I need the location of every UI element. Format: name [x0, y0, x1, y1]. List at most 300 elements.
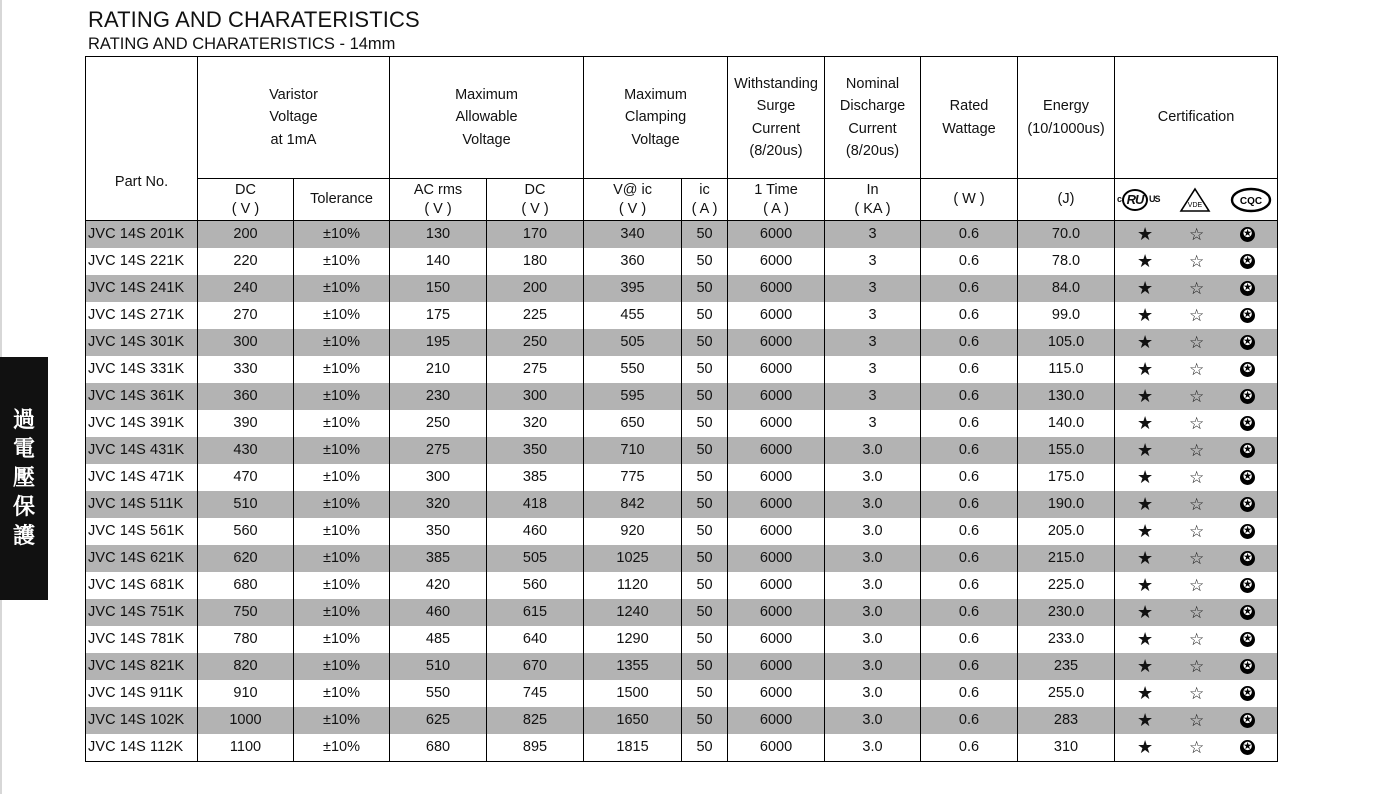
table-row: [86, 302, 1278, 329]
header-max-allowable-voltage: Maximum Allowable Voltage: [390, 57, 584, 179]
cell-nominal-discharge: 3: [825, 329, 921, 356]
vde-star-icon: ☆: [1188, 576, 1205, 595]
cell-rated-wattage: 0.6: [921, 680, 1018, 707]
cell-rated-wattage: 0.6: [921, 464, 1018, 491]
cell-tolerance: ±10%: [294, 518, 390, 545]
cell-certification: [1115, 248, 1278, 275]
vde-star-icon: ☆: [1188, 225, 1205, 244]
cell-ic: 50: [682, 275, 728, 302]
cell-rated-wattage: 0.6: [921, 734, 1018, 762]
cell-certification: [1115, 518, 1278, 545]
table-row: [86, 464, 1278, 491]
cell-v-at-ic: 650: [584, 410, 682, 437]
subheader-one-time: 1 Time ( A ): [728, 179, 825, 221]
vde-star-icon: ☆: [1188, 738, 1205, 757]
cell-dc-allowable: 300: [487, 383, 584, 410]
cell-energy: 84.0: [1018, 275, 1115, 302]
cqc-star-icon: ✪: [1240, 254, 1255, 269]
cell-rated-wattage: 0.6: [921, 545, 1018, 572]
cell-tolerance: ±10%: [294, 653, 390, 680]
cqc-star-icon: ✪: [1240, 740, 1255, 755]
cell-v-at-ic: 455: [584, 302, 682, 329]
cell-nominal-discharge: 3.0: [825, 626, 921, 653]
cell-dc-allowable: 895: [487, 734, 584, 762]
vde-star-icon: ☆: [1188, 252, 1205, 271]
cell-surge-current: 6000: [728, 626, 825, 653]
cell-v-at-ic: 550: [584, 356, 682, 383]
subheader-ic: ic ( A ): [682, 179, 728, 221]
side-tab-char: 護: [12, 524, 35, 549]
cell-part-no: JVC 14S 221K: [86, 248, 198, 275]
cell-v-at-ic: 1120: [584, 572, 682, 599]
subheader-ac-rms: AC rms ( V ): [390, 179, 487, 221]
cell-v-at-ic: 710: [584, 437, 682, 464]
cell-ic: 50: [682, 356, 728, 383]
cell-certification: [1115, 275, 1278, 302]
cqc-star-icon: ✪: [1240, 659, 1255, 674]
cell-tolerance: ±10%: [294, 545, 390, 572]
vde-star-icon: ☆: [1188, 630, 1205, 649]
cell-energy: 105.0: [1018, 329, 1115, 356]
cell-energy: 225.0: [1018, 572, 1115, 599]
table-row: [86, 626, 1278, 653]
cell-dc-allowable: 225: [487, 302, 584, 329]
cell-certification: [1115, 653, 1278, 680]
cell-rated-wattage: 0.6: [921, 248, 1018, 275]
cell-surge-current: 6000: [728, 653, 825, 680]
cell-certification: [1115, 572, 1278, 599]
page-title: RATING AND CHARATERISTICS: [88, 7, 420, 32]
cell-certification: [1115, 707, 1278, 734]
cell-energy: 99.0: [1018, 302, 1115, 329]
header-max-clamping-voltage: Maximum Clamping Voltage: [584, 57, 728, 179]
cell-nominal-discharge: 3.0: [825, 680, 921, 707]
cell-rated-wattage: 0.6: [921, 491, 1018, 518]
subheader-dc-allowable: DC ( V ): [487, 179, 584, 221]
cell-surge-current: 6000: [728, 275, 825, 302]
cell-tolerance: ±10%: [294, 248, 390, 275]
cell-ic: 50: [682, 518, 728, 545]
cell-rated-wattage: 0.6: [921, 275, 1018, 302]
header-energy: Energy (10/1000us): [1018, 57, 1115, 179]
subheader-tolerance: Tolerance: [294, 179, 390, 221]
cell-ic: 50: [682, 329, 728, 356]
cell-dc-voltage: 510: [198, 491, 294, 518]
cell-ic: 50: [682, 221, 728, 249]
cell-ic: 50: [682, 680, 728, 707]
cell-dc-voltage: 560: [198, 518, 294, 545]
cell-dc-voltage: 680: [198, 572, 294, 599]
header-withstanding-surge: Withstanding Surge Current (8/20us): [728, 57, 825, 179]
ul-star-icon: ★: [1136, 467, 1154, 487]
cell-dc-allowable: 275: [487, 356, 584, 383]
rating-table: [85, 56, 1278, 762]
cell-dc-voltage: 910: [198, 680, 294, 707]
cell-certification: [1115, 302, 1278, 329]
cell-ic: 50: [682, 626, 728, 653]
cell-surge-current: 6000: [728, 221, 825, 249]
cell-dc-allowable: 505: [487, 545, 584, 572]
cell-energy: 78.0: [1018, 248, 1115, 275]
cell-part-no: JVC 14S 821K: [86, 653, 198, 680]
cell-part-no: JVC 14S 271K: [86, 302, 198, 329]
cell-dc-allowable: 560: [487, 572, 584, 599]
vde-star-icon: ☆: [1188, 306, 1205, 325]
cell-dc-voltage: 200: [198, 221, 294, 249]
cqc-star-icon: ✪: [1240, 416, 1255, 431]
ul-star-icon: ★: [1136, 521, 1154, 541]
cell-certification: [1115, 410, 1278, 437]
cell-part-no: JVC 14S 361K: [86, 383, 198, 410]
cell-tolerance: ±10%: [294, 734, 390, 762]
header-varistor-voltage: Varistor Voltage at 1mA: [198, 57, 390, 179]
side-tab-overvoltage-protection: [0, 357, 48, 600]
cell-ac-rms: 680: [390, 734, 487, 762]
side-tab-char: 壓: [12, 466, 35, 491]
cell-rated-wattage: 0.6: [921, 221, 1018, 249]
cell-ic: 50: [682, 248, 728, 275]
cell-certification: [1115, 491, 1278, 518]
cell-ac-rms: 350: [390, 518, 487, 545]
ul-star-icon: ★: [1136, 359, 1154, 379]
cell-part-no: JVC 14S 511K: [86, 491, 198, 518]
ul-star-icon: ★: [1136, 710, 1154, 730]
cell-ac-rms: 175: [390, 302, 487, 329]
table-row: [86, 491, 1278, 518]
cell-ac-rms: 195: [390, 329, 487, 356]
cell-dc-allowable: 640: [487, 626, 584, 653]
cell-nominal-discharge: 3.0: [825, 464, 921, 491]
cell-ic: 50: [682, 437, 728, 464]
cell-surge-current: 6000: [728, 410, 825, 437]
cell-surge-current: 6000: [728, 383, 825, 410]
ul-star-icon: ★: [1136, 548, 1154, 568]
cell-certification: [1115, 680, 1278, 707]
cell-ic: 50: [682, 572, 728, 599]
cell-ac-rms: 625: [390, 707, 487, 734]
cell-dc-voltage: 300: [198, 329, 294, 356]
ul-star-icon: ★: [1136, 224, 1154, 244]
cell-certification: [1115, 626, 1278, 653]
cell-energy: 230.0: [1018, 599, 1115, 626]
cell-ic: 50: [682, 464, 728, 491]
cell-part-no: JVC 14S 431K: [86, 437, 198, 464]
cell-rated-wattage: 0.6: [921, 707, 1018, 734]
cqc-star-icon: ✪: [1240, 470, 1255, 485]
cell-rated-wattage: 0.6: [921, 626, 1018, 653]
cell-ic: 50: [682, 302, 728, 329]
vde-star-icon: ☆: [1188, 279, 1205, 298]
cell-dc-voltage: 390: [198, 410, 294, 437]
cell-ac-rms: 460: [390, 599, 487, 626]
cell-surge-current: 6000: [728, 329, 825, 356]
cell-tolerance: ±10%: [294, 680, 390, 707]
cell-v-at-ic: 595: [584, 383, 682, 410]
cell-nominal-discharge: 3.0: [825, 599, 921, 626]
cell-dc-allowable: 745: [487, 680, 584, 707]
cell-energy: 283: [1018, 707, 1115, 734]
cell-ac-rms: 420: [390, 572, 487, 599]
cell-dc-voltage: 780: [198, 626, 294, 653]
cell-nominal-discharge: 3.0: [825, 437, 921, 464]
cell-energy: 155.0: [1018, 437, 1115, 464]
table-row: [86, 707, 1278, 734]
cqc-star-icon: ✪: [1240, 443, 1255, 458]
cell-nominal-discharge: 3.0: [825, 653, 921, 680]
vde-star-icon: ☆: [1188, 468, 1205, 487]
vde-star-icon: ☆: [1188, 414, 1205, 433]
cell-ic: 50: [682, 707, 728, 734]
ul-star-icon: ★: [1136, 737, 1154, 757]
cell-dc-voltage: 820: [198, 653, 294, 680]
cell-energy: 205.0: [1018, 518, 1115, 545]
vde-star-icon: ☆: [1188, 441, 1205, 460]
cell-nominal-discharge: 3: [825, 356, 921, 383]
ul-star-icon: ★: [1136, 386, 1154, 406]
cell-dc-allowable: 180: [487, 248, 584, 275]
cell-dc-voltage: 1100: [198, 734, 294, 762]
table-row: [86, 599, 1278, 626]
cell-nominal-discharge: 3.0: [825, 707, 921, 734]
ul-star-icon: ★: [1136, 305, 1154, 325]
cell-part-no: JVC 14S 781K: [86, 626, 198, 653]
cell-energy: 175.0: [1018, 464, 1115, 491]
vde-star-icon: ☆: [1188, 684, 1205, 703]
cell-rated-wattage: 0.6: [921, 653, 1018, 680]
cell-surge-current: 6000: [728, 680, 825, 707]
ul-star-icon: ★: [1136, 251, 1154, 271]
cell-part-no: JVC 14S 301K: [86, 329, 198, 356]
table-row: [86, 248, 1278, 275]
cell-ic: 50: [682, 734, 728, 762]
side-tab-char: 電: [12, 437, 35, 462]
cell-energy: 255.0: [1018, 680, 1115, 707]
cell-dc-allowable: 418: [487, 491, 584, 518]
table-row: [86, 356, 1278, 383]
cell-tolerance: ±10%: [294, 599, 390, 626]
cell-part-no: JVC 14S 201K: [86, 221, 198, 249]
cell-dc-voltage: 1000: [198, 707, 294, 734]
cell-certification: [1115, 221, 1278, 249]
cell-nominal-discharge: 3.0: [825, 491, 921, 518]
cell-energy: 190.0: [1018, 491, 1115, 518]
cell-surge-current: 6000: [728, 302, 825, 329]
ul-star-icon: ★: [1136, 278, 1154, 298]
cell-tolerance: ±10%: [294, 491, 390, 518]
cell-nominal-discharge: 3: [825, 275, 921, 302]
cell-energy: 310: [1018, 734, 1115, 762]
cell-certification: [1115, 383, 1278, 410]
cell-v-at-ic: 505: [584, 329, 682, 356]
cell-ic: 50: [682, 545, 728, 572]
cell-ic: 50: [682, 383, 728, 410]
cell-dc-voltage: 240: [198, 275, 294, 302]
ul-star-icon: ★: [1136, 332, 1154, 352]
cell-v-at-ic: 775: [584, 464, 682, 491]
cqc-star-icon: ✪: [1240, 551, 1255, 566]
table-row: [86, 410, 1278, 437]
cell-nominal-discharge: 3.0: [825, 545, 921, 572]
cell-ac-rms: 250: [390, 410, 487, 437]
cell-ic: 50: [682, 491, 728, 518]
cell-dc-allowable: 670: [487, 653, 584, 680]
cell-tolerance: ±10%: [294, 626, 390, 653]
cell-dc-allowable: 615: [487, 599, 584, 626]
cqc-star-icon: ✪: [1240, 389, 1255, 404]
cqc-star-icon: ✪: [1240, 632, 1255, 647]
cell-certification: [1115, 599, 1278, 626]
side-tab-char: 保: [12, 495, 35, 520]
cell-rated-wattage: 0.6: [921, 572, 1018, 599]
cell-energy: 215.0: [1018, 545, 1115, 572]
cell-nominal-discharge: 3.0: [825, 734, 921, 762]
cell-v-at-ic: 1500: [584, 680, 682, 707]
cell-nominal-discharge: 3: [825, 410, 921, 437]
cell-certification: [1115, 329, 1278, 356]
cell-surge-current: 6000: [728, 491, 825, 518]
cqc-star-icon: ✪: [1240, 713, 1255, 728]
cell-rated-wattage: 0.6: [921, 437, 1018, 464]
cell-surge-current: 6000: [728, 734, 825, 762]
ul-star-icon: ★: [1136, 575, 1154, 595]
cell-v-at-ic: 842: [584, 491, 682, 518]
cell-rated-wattage: 0.6: [921, 410, 1018, 437]
ul-star-icon: ★: [1136, 629, 1154, 649]
vde-star-icon: ☆: [1188, 522, 1205, 541]
table-row: [86, 545, 1278, 572]
vde-mark-text: VDE: [1187, 201, 1202, 209]
cell-v-at-ic: 1650: [584, 707, 682, 734]
cell-part-no: JVC 14S 561K: [86, 518, 198, 545]
cell-surge-current: 6000: [728, 707, 825, 734]
ul-star-icon: ★: [1136, 413, 1154, 433]
ul-star-icon: ★: [1136, 440, 1154, 460]
cell-part-no: JVC 14S 681K: [86, 572, 198, 599]
cqc-mark-text: CQC: [1239, 195, 1263, 207]
cell-tolerance: ±10%: [294, 356, 390, 383]
cqc-star-icon: ✪: [1240, 605, 1255, 620]
cell-part-no: JVC 14S 102K: [86, 707, 198, 734]
cqc-star-icon: ✪: [1240, 335, 1255, 350]
cell-ac-rms: 485: [390, 626, 487, 653]
cell-tolerance: ±10%: [294, 572, 390, 599]
cell-energy: 70.0: [1018, 221, 1115, 249]
cell-rated-wattage: 0.6: [921, 518, 1018, 545]
cell-rated-wattage: 0.6: [921, 329, 1018, 356]
cell-dc-voltage: 220: [198, 248, 294, 275]
cell-energy: 233.0: [1018, 626, 1115, 653]
table-row: [86, 383, 1278, 410]
cell-tolerance: ±10%: [294, 275, 390, 302]
table-row: [86, 329, 1278, 356]
table-row: [86, 653, 1278, 680]
cell-dc-voltage: 270: [198, 302, 294, 329]
subheader-in: In ( KA ): [825, 179, 921, 221]
cell-tolerance: ±10%: [294, 707, 390, 734]
cell-dc-voltage: 330: [198, 356, 294, 383]
cqc-star-icon: ✪: [1240, 497, 1255, 512]
cell-tolerance: ±10%: [294, 302, 390, 329]
cell-v-at-ic: 1025: [584, 545, 682, 572]
rating-table-body: [86, 221, 1278, 762]
header-rated-wattage: Rated Wattage: [921, 57, 1018, 179]
cell-dc-allowable: 460: [487, 518, 584, 545]
cell-dc-voltage: 430: [198, 437, 294, 464]
vde-star-icon: ☆: [1188, 711, 1205, 730]
vde-star-icon: ☆: [1188, 495, 1205, 514]
cell-ic: 50: [682, 410, 728, 437]
cell-ac-rms: 275: [390, 437, 487, 464]
cell-tolerance: ±10%: [294, 221, 390, 249]
cell-part-no: JVC 14S 471K: [86, 464, 198, 491]
cell-ac-rms: 300: [390, 464, 487, 491]
table-row: [86, 221, 1278, 249]
cell-nominal-discharge: 3.0: [825, 572, 921, 599]
cell-energy: 130.0: [1018, 383, 1115, 410]
cell-surge-current: 6000: [728, 572, 825, 599]
ul-star-icon: ★: [1136, 683, 1154, 703]
cell-surge-current: 6000: [728, 518, 825, 545]
cqc-star-icon: ✪: [1240, 281, 1255, 296]
cell-certification: [1115, 437, 1278, 464]
table-row: [86, 680, 1278, 707]
ul-star-icon: ★: [1136, 602, 1154, 622]
subheader-cert-icons: [1115, 179, 1278, 221]
cell-certification: [1115, 356, 1278, 383]
cell-dc-allowable: 320: [487, 410, 584, 437]
cell-nominal-discharge: 3.0: [825, 518, 921, 545]
cell-ac-rms: 320: [390, 491, 487, 518]
subheader-dc: DC ( V ): [198, 179, 294, 221]
cell-dc-allowable: 170: [487, 221, 584, 249]
cell-dc-allowable: 350: [487, 437, 584, 464]
cell-ac-rms: 550: [390, 680, 487, 707]
cqc-star-icon: ✪: [1240, 686, 1255, 701]
cell-dc-allowable: 825: [487, 707, 584, 734]
cell-dc-allowable: 385: [487, 464, 584, 491]
cell-tolerance: ±10%: [294, 464, 390, 491]
cell-ac-rms: 385: [390, 545, 487, 572]
table-row: [86, 572, 1278, 599]
cell-ac-rms: 510: [390, 653, 487, 680]
cell-rated-wattage: 0.6: [921, 383, 1018, 410]
cell-v-at-ic: 340: [584, 221, 682, 249]
cell-dc-allowable: 250: [487, 329, 584, 356]
vde-star-icon: ☆: [1188, 387, 1205, 406]
ul-listed-icon: c RU US: [1117, 189, 1160, 211]
cell-rated-wattage: 0.6: [921, 599, 1018, 626]
cqc-mark-icon: [1230, 187, 1272, 213]
cell-nominal-discharge: 3: [825, 221, 921, 249]
table-row: [86, 275, 1278, 302]
cell-v-at-ic: 1240: [584, 599, 682, 626]
cqc-star-icon: ✪: [1240, 227, 1255, 242]
cell-v-at-ic: 1290: [584, 626, 682, 653]
cell-dc-voltage: 750: [198, 599, 294, 626]
cell-dc-voltage: 620: [198, 545, 294, 572]
cell-v-at-ic: 360: [584, 248, 682, 275]
vde-star-icon: ☆: [1188, 333, 1205, 352]
ul-star-icon: ★: [1136, 656, 1154, 676]
cell-energy: 140.0: [1018, 410, 1115, 437]
subheader-v-at-ic: V@ ic ( V ): [584, 179, 682, 221]
page-subtitle: RATING AND CHARATERISTICS - 14mm: [88, 35, 396, 53]
header-part-no: Part No.: [86, 57, 198, 221]
cell-surge-current: 6000: [728, 248, 825, 275]
cell-energy: 235: [1018, 653, 1115, 680]
cell-part-no: JVC 14S 112K: [86, 734, 198, 762]
cell-certification: [1115, 545, 1278, 572]
